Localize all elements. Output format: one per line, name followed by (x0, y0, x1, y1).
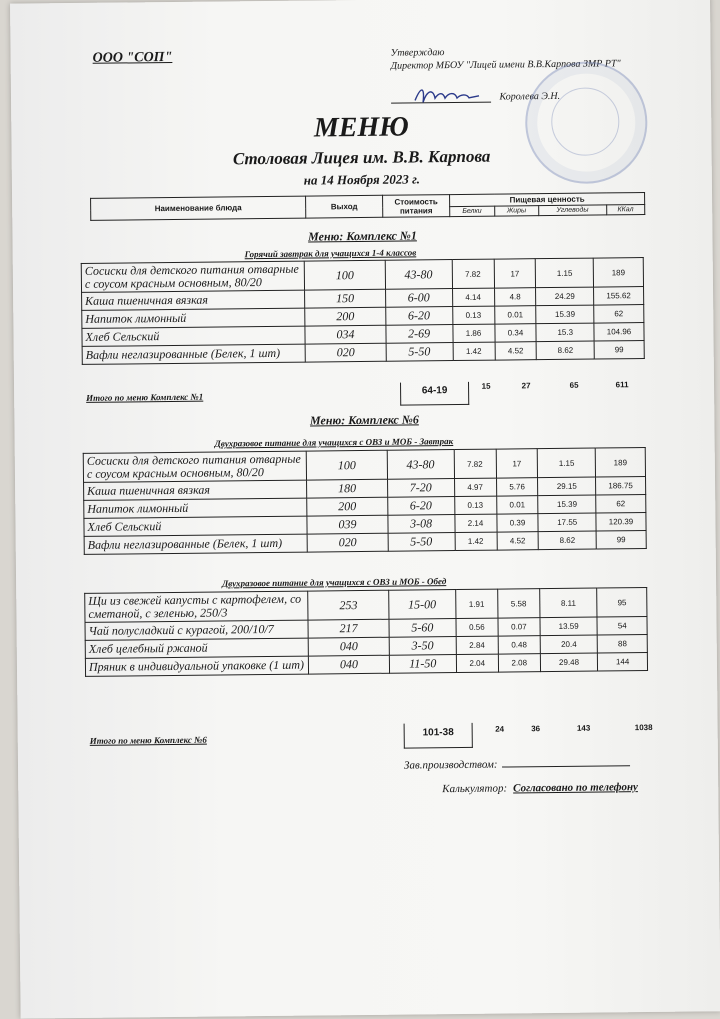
dish-price: 5-60 (389, 619, 456, 638)
dish-kcal: 155.62 (593, 287, 643, 306)
dish-price: 2-69 (386, 325, 453, 344)
dish-price: 11-50 (389, 655, 456, 674)
calculator-row (442, 781, 638, 795)
dish-output: 020 (305, 343, 386, 362)
dish-fats: 0.01 (494, 306, 536, 324)
dish-price: 43-80 (385, 260, 452, 290)
dish-kcal: 120.39 (596, 513, 646, 532)
dish-name: Каша пшеничная вязкая (84, 480, 307, 500)
dish-kcal: 99 (594, 341, 644, 360)
dish-price: 43-80 (387, 450, 454, 480)
dish-kcal: 144 (598, 653, 648, 672)
signature-scribble (413, 84, 483, 107)
col-kcal: ККал (606, 205, 645, 215)
dish-output: 200 (307, 497, 388, 516)
complex1-total-fats: 27 (521, 381, 531, 391)
complex1-total-price: 64-19 (400, 382, 469, 406)
dish-output: 180 (307, 479, 388, 498)
col-fats: Жиры (494, 206, 539, 216)
complex1-title: Меню: Комплекс №1 (308, 228, 417, 244)
complex6-total-kcal: 1038 (634, 722, 653, 733)
dish-output: 253 (308, 590, 389, 620)
complex6-title: Меню: Комплекс №6 (309, 412, 419, 428)
col-name: Наименование блюда (91, 196, 306, 220)
complex1-total-label: Итого по меню Комплекс №1 (86, 391, 204, 403)
dish-carbs: 29.48 (540, 653, 598, 672)
dish-price: 5-50 (386, 343, 453, 362)
complex1-total-proteins: 15 (481, 381, 491, 391)
approval-line: Утверждаю (390, 47, 445, 59)
dish-proteins: 4.14 (452, 288, 494, 306)
dish-proteins: 2.04 (456, 654, 498, 672)
complex1-table (81, 257, 645, 365)
dish-proteins: 7.82 (452, 259, 494, 288)
dish-output: 150 (305, 289, 386, 308)
complex6-total-carbs: 143 (576, 723, 591, 733)
dish-name: Хлеб целебный ржаной (85, 638, 308, 658)
dish-kcal: 189 (595, 448, 645, 478)
dish-output: 020 (307, 533, 388, 552)
dish-carbs: 24.29 (536, 287, 594, 306)
dish-fats: 4.8 (494, 288, 536, 306)
dish-fats: 0.07 (498, 618, 540, 636)
dish-carbs: 8.11 (540, 588, 598, 618)
dish-output: 040 (309, 655, 390, 674)
dish-proteins: 1.42 (455, 532, 497, 550)
calculator-label: Калькулятор: (442, 782, 508, 796)
dish-fats: 17 (496, 449, 538, 478)
complex1-total-kcal: 611 (615, 380, 629, 390)
dish-name: Сосиски для детского питания отварные с соусом красным основным, 80/20 (83, 451, 307, 482)
dish-carbs: 8.62 (537, 341, 595, 360)
dish-output: 100 (305, 260, 386, 290)
dish-name: Хлеб Сельский (84, 516, 307, 536)
col-carbs: Углеводы (539, 205, 607, 216)
dish-price: 6-00 (385, 289, 452, 308)
dish-fats: 17 (494, 259, 536, 288)
dish-fats: 0.39 (496, 514, 538, 532)
dish-proteins: 7.82 (454, 449, 496, 478)
dish-carbs: 15.39 (538, 495, 596, 514)
complex6-lunch-table (84, 587, 648, 677)
dish-proteins: 0.13 (452, 306, 494, 324)
dish-price: 6-20 (385, 307, 452, 326)
dish-output: 040 (308, 637, 389, 656)
dish-carbs: 29.15 (538, 477, 596, 496)
calculator-value: Согласовано по телефону (513, 781, 638, 795)
dish-price: 3-08 (388, 515, 455, 534)
dish-kcal: 95 (597, 588, 647, 618)
signer-name: Королева Э.Н. (499, 90, 561, 103)
col-price: Стоимость питания (383, 195, 450, 218)
organization-name: ООО "СОП" (92, 49, 173, 66)
dish-output: 034 (305, 325, 386, 344)
dish-output: 217 (308, 619, 389, 638)
complex6-total-fats: 36 (531, 724, 541, 734)
dish-fats: 2.08 (498, 654, 540, 672)
dish-price: 3-50 (389, 637, 456, 656)
dish-carbs: 13.59 (540, 617, 598, 636)
dish-proteins: 0.13 (454, 496, 496, 514)
dish-kcal: 62 (594, 305, 644, 324)
dish-name: Щи из свежей капусты с картофелем, со сметаной, с зеленью, 250/3 (85, 591, 309, 622)
dish-kcal: 189 (593, 258, 643, 288)
dish-fats: 4.52 (495, 342, 537, 360)
dish-name: Вафли неглазированные (Белек, 1 шт) (82, 344, 305, 364)
dish-kcal: 186.75 (595, 477, 645, 496)
col-proteins: Белки (450, 206, 495, 216)
dish-carbs: 1.15 (538, 448, 596, 478)
dish-price: 15-00 (388, 590, 455, 620)
dish-fats: 5.58 (497, 589, 539, 618)
dish-proteins: 2.14 (454, 514, 496, 532)
dish-carbs: 8.62 (539, 531, 597, 550)
menu-sheet (10, 0, 720, 1019)
col-output: Выход (306, 195, 383, 218)
dish-name: Напиток лимонный (84, 498, 307, 518)
dish-kcal: 62 (596, 495, 646, 514)
dish-output: 100 (307, 450, 388, 480)
dish-name: Сосиски для детского питания отварные с соусом красным основным, 80/20 (81, 261, 305, 292)
dish-name: Каша пшеничная вязкая (82, 290, 305, 310)
dish-price: 5-50 (388, 533, 455, 552)
complex6-total-proteins: 24 (495, 724, 505, 734)
approval-line: Директор МБОУ "Лицей имени В.В.Карпова ЗМР РТ" (390, 58, 621, 72)
complex6-lunch-title: Двухразовое питание для учащихся с ОВЗ и МОБ - Обед (222, 576, 447, 589)
complex6-total-price: 101-38 (404, 723, 473, 749)
dish-kcal: 99 (596, 531, 646, 550)
dish-price: 7-20 (387, 479, 454, 498)
menu-date: на 14 Ноября 2023 г. (303, 171, 421, 188)
dish-carbs: 17.55 (538, 513, 596, 532)
complex6-total-label: Итого по меню Комплекс №6 (89, 734, 207, 746)
dish-fats: 0.48 (498, 636, 540, 654)
dish-kcal: 104.96 (594, 323, 644, 342)
chief-row (404, 757, 630, 771)
dish-proteins: 1.91 (455, 589, 497, 618)
dish-carbs: 15.39 (536, 305, 594, 324)
complex1-meal-title: Горячий завтрак для учащихся 1-4 классов (244, 247, 417, 260)
dish-output: 039 (307, 515, 388, 534)
column-header-table (90, 192, 645, 221)
signature-line (391, 90, 491, 104)
dish-proteins: 2.84 (456, 636, 498, 654)
dish-name: Напиток лимонный (82, 308, 305, 328)
dish-kcal: 54 (597, 617, 647, 636)
dish-proteins: 0.56 (456, 618, 498, 636)
col-nutrition: Пищевая ценность (450, 193, 645, 207)
dish-proteins: 1.86 (452, 324, 494, 342)
dish-price: 6-20 (387, 497, 454, 516)
dish-output: 200 (305, 307, 386, 326)
dish-carbs: 1.15 (536, 258, 594, 288)
dish-carbs: 20.4 (540, 635, 598, 654)
dish-name: Вафли неглазированные (Белек, 1 шт) (84, 534, 307, 554)
dish-fats: 0.34 (494, 324, 536, 342)
dish-fats: 5.76 (496, 478, 538, 496)
dish-kcal: 88 (598, 635, 648, 654)
dish-name: Хлеб Сельский (82, 326, 305, 346)
chief-signature-line (502, 765, 630, 767)
complex6-breakfast-table (83, 447, 647, 555)
dish-fats: 4.52 (497, 532, 539, 550)
page-subtitle: Столовая Лицея им. В.В. Карпова (232, 146, 491, 169)
dish-name: Чай полусладкий с курагой, 200/10/7 (85, 620, 308, 640)
complex1-total-carbs: 65 (569, 380, 579, 390)
dish-fats: 0.01 (496, 496, 538, 514)
chief-label: Зав.производством: (403, 758, 498, 772)
dish-carbs: 15.3 (536, 323, 594, 342)
page-title: МЕНЮ (313, 111, 409, 144)
dish-name: Пряник в индивидуальной упаковке (1 шт) (85, 656, 308, 676)
complex6-breakfast-title: Двухразовое питание для учащихся с ОВЗ и МОБ - Завтрак (214, 436, 454, 449)
dish-proteins: 1.42 (453, 342, 495, 360)
dish-proteins: 4.97 (454, 478, 496, 496)
